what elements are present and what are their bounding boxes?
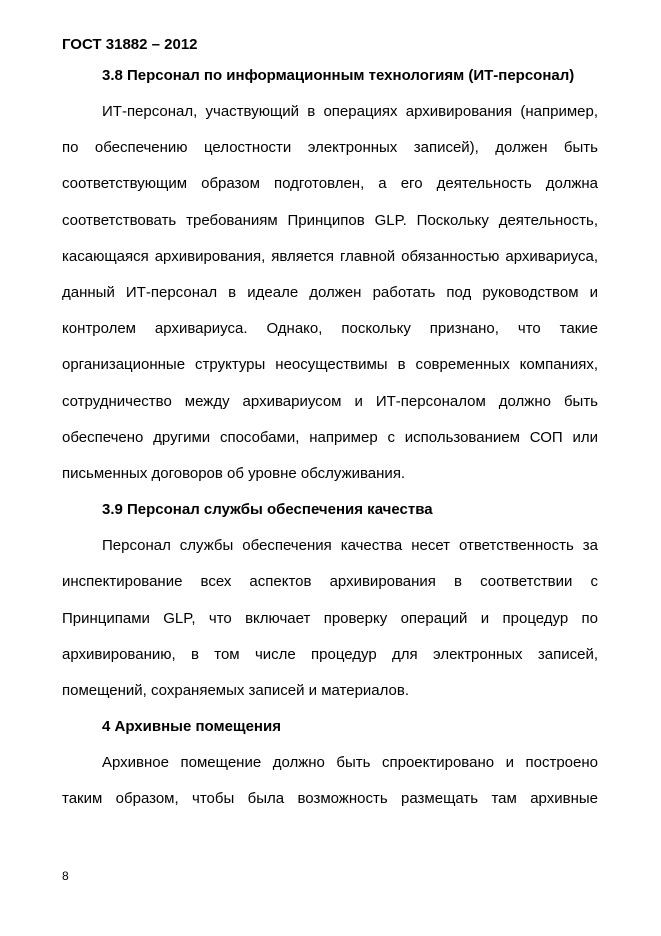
section-3-9 (62, 492, 598, 709)
page-number: 8 (62, 869, 69, 883)
section-paragraph: Персонал службы обеспечения качества несет ответственность за инспектирование всех аспектов архивирования в соответствии с Принципами GLP, что включает проверку операций и процедур по архивированию, в том числе процедур для электронных записей, помещений, сохраняемых записей и материалов. (62, 537, 598, 700)
section-paragraph: ИТ-персонал, участвующий в операциях архивирования (например, по обеспечению целостности электронных записей), должен быть соответствующим образом подготовлен, а его деятельность должна соответствовать требованиям Принципов GLP. Поскольку деятельность, касающаяся архивирования, является главной обязанностью архивариуса, данный ИТ-персонал в идеале должен работать под руководством и контролем архивариуса. Однако, поскольку признано, что такие организационные структуры неосуществимы в современных компаниях, сотрудничество между архивариусом и ИТ-персоналом должно быть обеспечено другими способами, например с использованием СОП или письменных договоров об уровне обслуживания. (62, 103, 598, 483)
section-heading: 4 Архивные помещения (102, 718, 281, 736)
document-body (62, 58, 598, 818)
section-4 (62, 709, 598, 817)
document-standard-number: ГОСТ 31882 – 2012 (62, 36, 198, 53)
section-heading: 3.9 Персонал службы обеспечения качества (102, 501, 433, 519)
section-heading: 3.8 Персонал по информационным технологиям (ИТ-персонал) (102, 67, 575, 84)
section-paragraph: Архивное помещение должно быть спроектировано и построено таким образом, чтобы была возможность размещать там архивные (62, 754, 598, 808)
section-3-8 (62, 58, 598, 492)
